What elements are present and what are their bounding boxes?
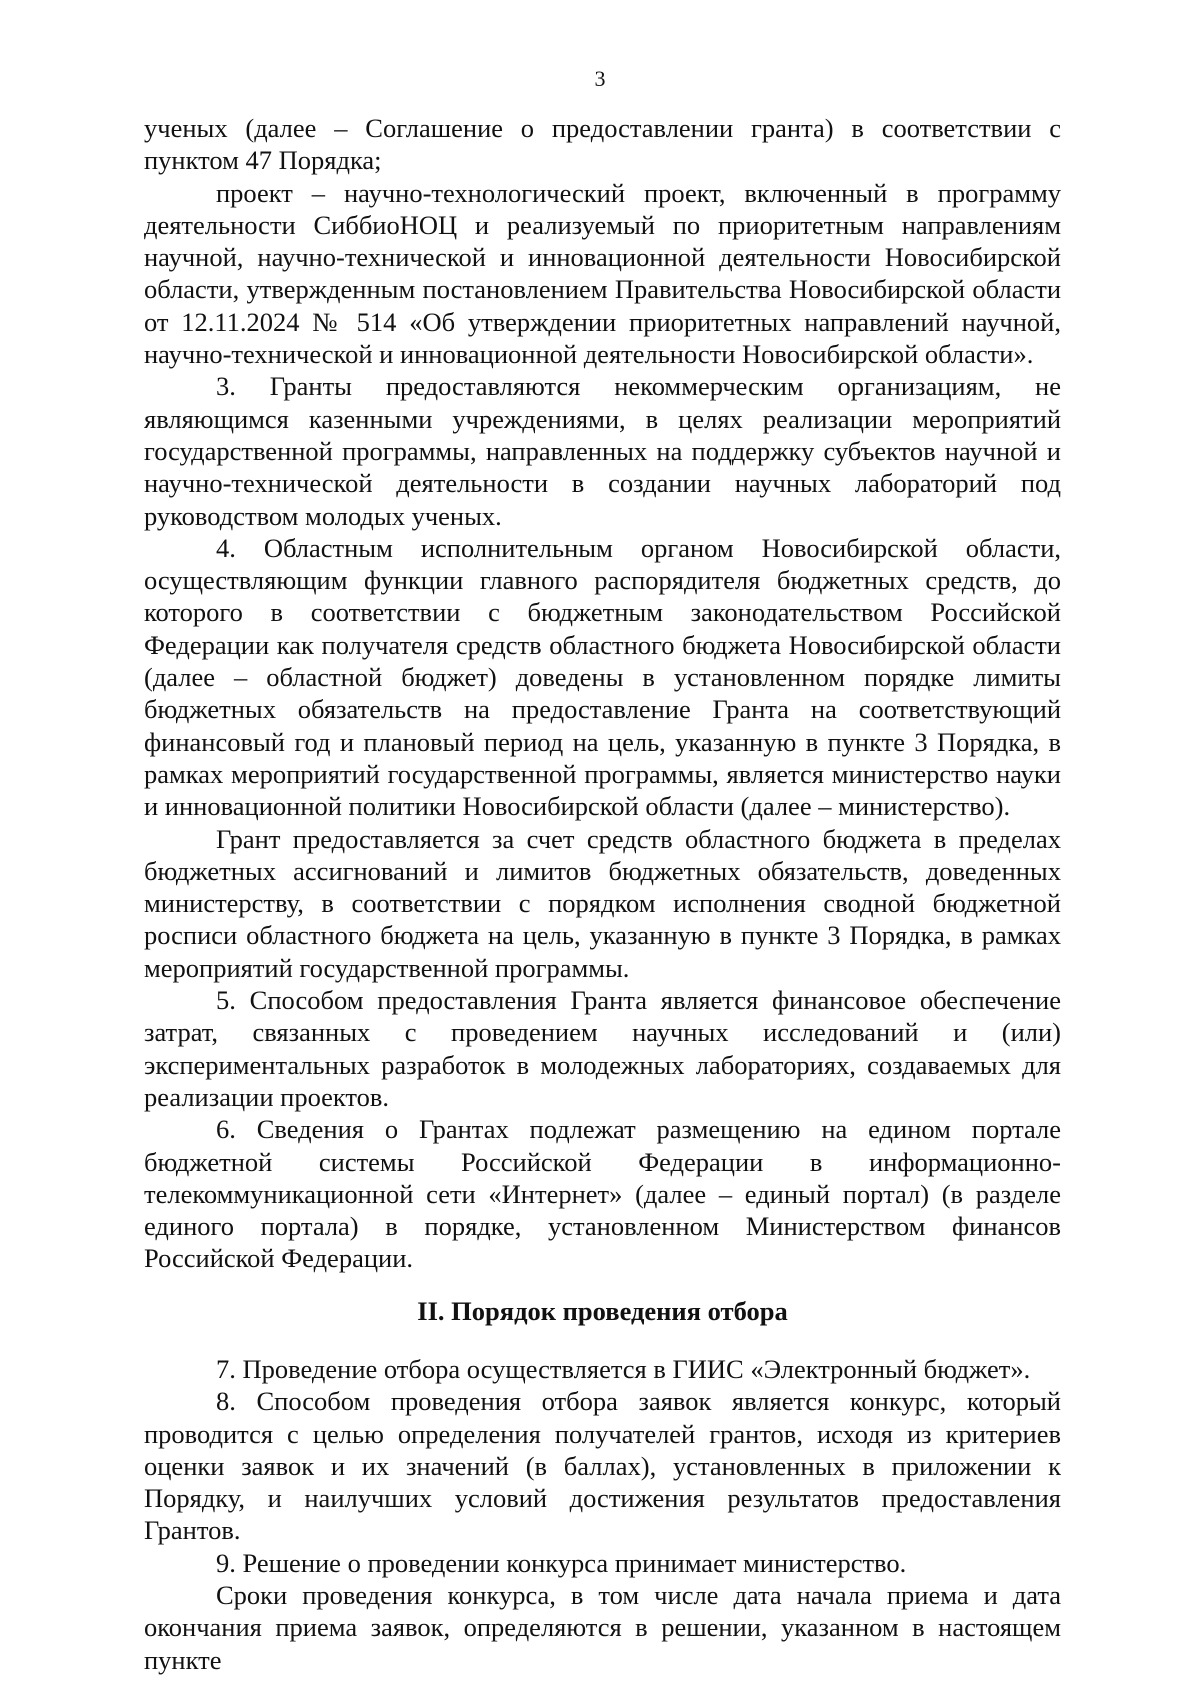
- page-number: 3: [594, 66, 606, 91]
- paragraph: 6. Сведения о Грантах подлежат размещению на едином портале бюджетной системы Российской Федерации в информационно-телекоммуникационной сети «Интернет» (далее – единый портал) (в разделе единого портала) в порядке, установленном Министерством финансов Российской Федерации.: [144, 1114, 1061, 1274]
- paragraph: 5. Способом предоставления Гранта является финансовое обеспечение затрат, связанных с проведением научных исследований и (или) экспериментальных разработок в молодежных лабораториях, создаваемых для реализации проектов.: [144, 985, 1061, 1112]
- paragraph: 4. Областным исполнительным органом Новосибирской области, осуществляющим функции главного распорядителя бюджетных средств, до которого в соответствии с бюджетным законодательством Российской Федерации как получателя средств областного бюджета Новосибирской области (далее – областной бюджет) доведены в установленном порядке лимиты бюджетных обязательств на предоставление Гранта на соответствующий финансовый год и плановый период на цель, указанную в пункте 3 Порядка, в рамках мероприятий государственной программы, является министерство науки и инновационной политики Новосибирской области (далее – министерство).: [144, 532, 1061, 822]
- section-heading: II. Порядок проведения отбора: [417, 1295, 788, 1326]
- paragraph: Сроки проведения конкурса, в том числе дата начала приема и дата окончания приема заявок, определяются в решении, указанном в настоящем пункте: [144, 1580, 1061, 1675]
- document-body: [144, 112, 1061, 1676]
- paragraph: ученых (далее – Соглашение о предоставлении гранта) в соответствии с пунктом 47 Порядка;: [144, 113, 1061, 176]
- paragraph: 3. Гранты предоставляются некоммерческим организациям, не являющимся казенными учреждениями, в целях реализации мероприятий государственной программы, направленных на поддержку субъектов научной и научно-технической деятельности в создании научных лабораторий под руководством молодых ученых.: [144, 371, 1061, 531]
- paragraph: 7. Проведение отбора осуществляется в ГИИС «Электронный бюджет».: [216, 1353, 1031, 1384]
- paragraph: проект – научно-технологический проект, включенный в программу деятельности СиббиоНОЦ и реализуемый по приоритетным направлениям научной, научно-технической и инновационной деятельности Новосибирской области, утвержденным постановлением Правительства Новосибирской области от 12.11.2024 № 514 «Об утверждении приоритетных направлений научной, научно-технической и инновационной деятельности Новосибирской области».: [144, 177, 1061, 370]
- paragraph: 8. Способом проведения отбора заявок является конкурс, который проводится с целью определения получателей грантов, исходя из критериев оценки заявок и их значений (в баллах), установленных в приложении к Порядку, и наилучших условий достижения результатов предоставления Грантов.: [144, 1386, 1061, 1546]
- paragraph: Грант предоставляется за счет средств областного бюджета в пределах бюджетных ассигнований и лимитов бюджетных обязательств, доведенных министерству, в соответствии с порядком исполнения сводной бюджетной росписи областного бюджета на цель, указанную в пункте 3 Порядка, в рамках мероприятий государственной программы.: [144, 823, 1061, 983]
- paragraph: 9. Решение о проведении конкурса принимает министерство.: [216, 1547, 907, 1578]
